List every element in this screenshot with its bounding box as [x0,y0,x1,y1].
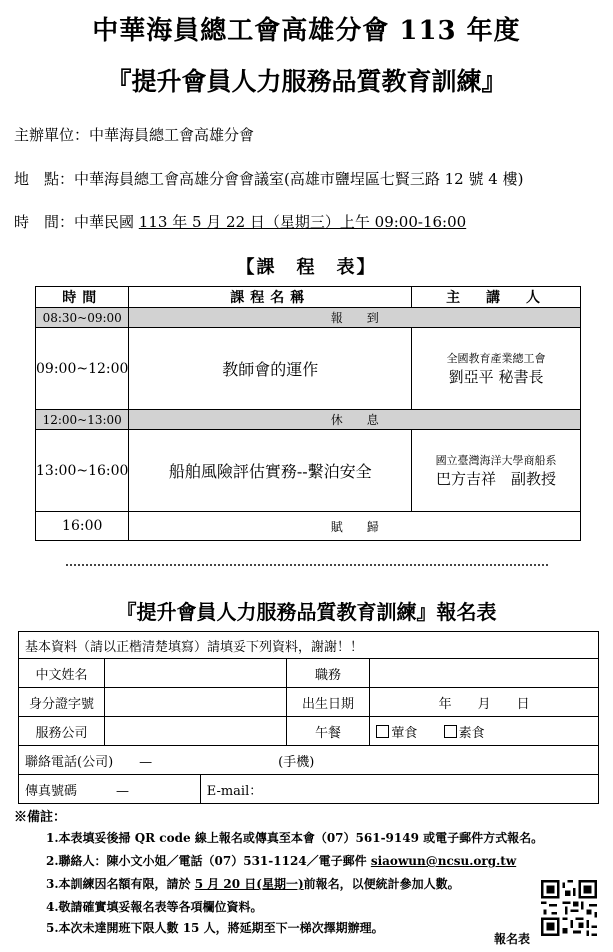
phone-field[interactable] [19,746,599,775]
row-time: 13:00~16:00 [36,430,129,512]
row-label: 休 息 [129,410,581,430]
checkbox-icon[interactable] [376,725,389,738]
qr-code-label: 報名表 [494,932,531,946]
basic-info-note: 基本資料（請以正楷清楚填寫）請填妥下列資料，謝謝！！ [19,632,599,659]
organizer-value: 中華海員總工會高雄分會 [89,126,255,144]
schedule-row-session2 [36,430,581,512]
note-5: 5.本次未達開班下限人數 15 人，將延期至下一梯次擇期辦理。 [46,921,384,935]
schedule-header-row [36,287,581,308]
lunch-meat-option[interactable]: 葷食 [376,726,417,741]
row-time: 12:00~13:00 [36,410,129,430]
id-number-label: 身分證字號 [19,688,105,717]
notes-heading: ※備註： [14,810,67,825]
form-row-id [19,688,599,717]
form-title: 『提升會員人力服務品質教育訓練』報名表 [116,600,497,624]
row-time: 08:30~09:00 [36,308,129,328]
lunch-label: 午餐 [286,717,370,746]
note-4: 4.敬請確實填妥報名表等各項欄位資料。 [46,900,263,914]
form-row-name [19,659,599,688]
contact-email[interactable]: siaowun@ncsu.org.tw [370,854,517,868]
location-line [14,168,523,189]
row-label: 報 到 [129,308,581,328]
note-3: 3.本訓練因名額有限，請於 5 月 20 日(星期一)前報名，以便統計參加人數。 [46,877,460,891]
col-time: 時間 [36,287,129,308]
form-row-phone [19,746,599,775]
basic-info-row [19,632,599,659]
row-time: 09:00~12:00 [36,328,129,410]
schedule-row-session1 [36,328,581,410]
speaker [412,430,581,512]
row-time: 16:00 [36,512,129,541]
position-label: 職務 [286,659,370,688]
speaker [412,328,581,410]
position-field[interactable] [370,659,599,688]
speaker-org: 國立臺灣海洋大學商船系 [435,453,557,467]
lunch-options [370,717,599,746]
qr-code-icon[interactable] [538,880,600,936]
chinese-name-field[interactable] [104,659,286,688]
email-field[interactable]: E-mail： [200,775,598,804]
company-label: 服務公司 [19,717,105,746]
mobile-label: (手機) [278,754,315,770]
schedule-row-break [36,410,581,430]
organizer-line [14,124,254,145]
course-name: 教師會的運作 [129,328,412,410]
page-subtitle: 『提升會員人力服務品質教育訓練』 [106,67,507,96]
id-number-field[interactable] [104,688,286,717]
time-line [14,211,466,232]
speaker-name: 巴方吉祥 副教授 [436,469,557,488]
speaker-org: 全國教育產業總工會 [446,351,546,365]
time-label: 時 間： [14,213,75,231]
speaker-name: 劉亞平 秘書長 [448,367,544,386]
page-title: 中華海員總工會高雄分會 113 年度 [92,16,521,46]
chinese-name-label: 中文姓名 [19,659,105,688]
location-value: 中華海員總工會高雄分會會議室(高雄市鹽埕區七賢三路 12 號 4 樓) [74,170,524,188]
time-value: 113 年 5 月 22 日（星期三）上午 09:00-16:00 [138,213,467,231]
cut-line-divider [66,564,548,566]
course-name: 船舶風險評估實務--繫泊安全 [129,430,412,512]
col-speaker: 主 講 人 [412,287,581,308]
location-label: 地 點： [14,170,75,188]
birth-date-field[interactable]: 年 月 日 [370,688,599,717]
fax-field[interactable]: 傳真號碼 — [19,775,201,804]
form-row-fax [19,775,599,804]
lunch-veg-option[interactable]: 素食 [444,726,485,741]
row-label: 賦 歸 [129,512,581,541]
form-row-company [19,717,599,746]
checkbox-icon[interactable] [444,725,457,738]
schedule-row-checkin [36,308,581,328]
note-1: 1.本表填妥後掃 QR code 線上報名或傳真至本會（07）561-9149 或電子郵件方式報名。 [46,831,544,845]
schedule-row-end [36,512,581,541]
note-2: 2.聯絡人：陳小文小姐／電話（07）531-1124／電子郵件 siaowun@ncsu.org.tw [46,854,517,868]
birth-date-label: 出生日期 [286,688,370,717]
schedule-table [35,286,581,541]
registration-form [18,631,599,804]
company-field[interactable] [104,717,286,746]
time-prefix: 中華民國 [74,213,139,231]
phone-label: 聯絡電話(公司) — [25,754,153,770]
col-course: 課程名稱 [129,287,412,308]
organizer-label: 主辦單位： [14,126,90,144]
schedule-heading: 【課 程 表】 [236,257,377,278]
